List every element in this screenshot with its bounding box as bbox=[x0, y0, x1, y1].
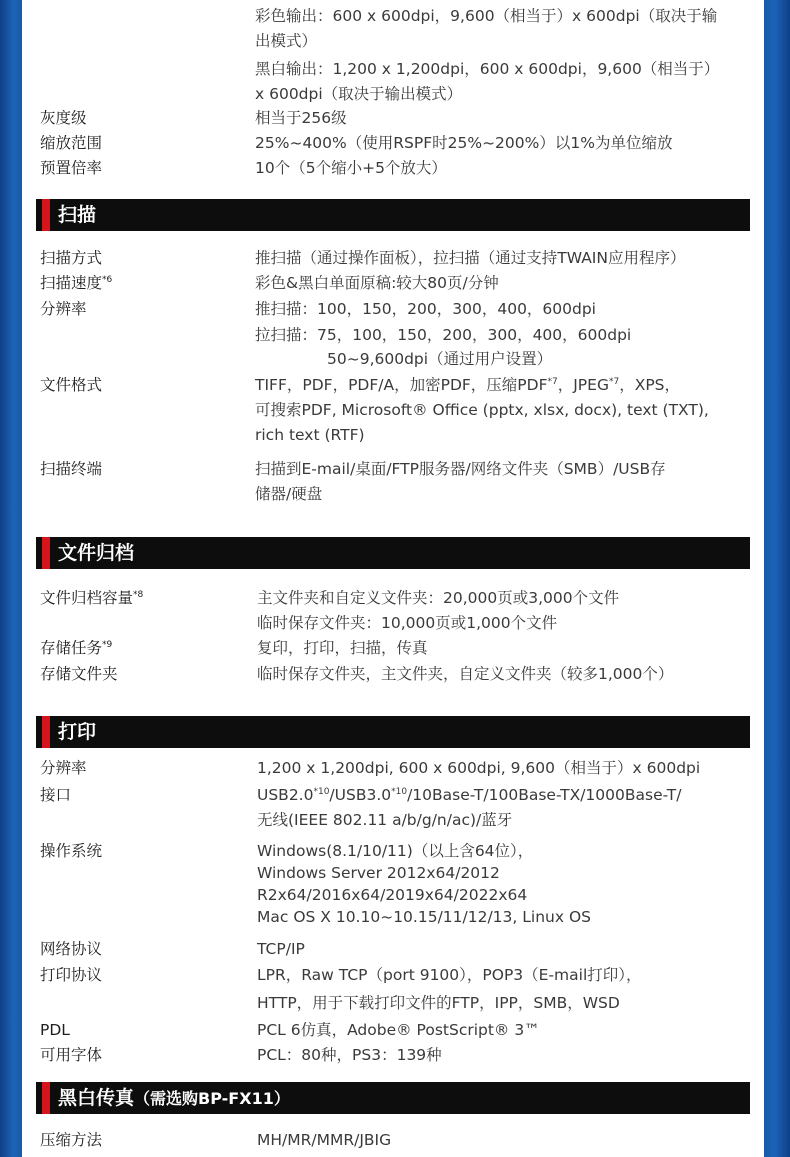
scan-header-title: 扫描 bbox=[58, 204, 97, 226]
scan-dest-line-2: 储器/硬盘 bbox=[255, 485, 323, 503]
print-net-label: 网络协议 bbox=[40, 940, 103, 958]
footnote-marker: *6 bbox=[102, 275, 113, 285]
scan-res-pull: 拉扫描：75，100，150，200，300，400，600dpi bbox=[255, 326, 632, 344]
print-res-label: 分辨率 bbox=[40, 759, 87, 777]
print-proto-line-1: LPR，Raw TCP（port 9100），POP3（E-mail打印）， bbox=[257, 966, 642, 984]
scan-format-line-3: rich text (RTF) bbox=[255, 426, 365, 444]
print-res-value: 1,200 x 1,200dpi, 600 x 600dpi, 9,600（相当于）x 600dpi bbox=[257, 759, 701, 777]
fax-compress-label: 压缩方法 bbox=[40, 1131, 103, 1149]
footnote-marker: *10 bbox=[391, 787, 408, 797]
filing-capacity-label: 文件归档容量$^{*8}$ bbox=[40, 589, 144, 607]
scan-res-user: 50~9,600dpi（通过用户设置） bbox=[327, 350, 553, 368]
fax-compress-value: MH/MR/MMR/JBIG bbox=[257, 1131, 392, 1149]
print-font-label: 可用字体 bbox=[40, 1046, 103, 1064]
footnote-marker: *7 bbox=[608, 377, 620, 387]
right-border bbox=[764, 0, 790, 1157]
print-pdl-label: PDL bbox=[40, 1021, 70, 1039]
color-output-line-1: 彩色输出：600 x 600dpi，9,600（相当于）x 600dpi（取决于输 bbox=[255, 7, 718, 25]
scan-speed-label: 扫描速度$^{*6}$ bbox=[40, 274, 113, 292]
print-font-value: PCL：80种，PS3：139种 bbox=[257, 1046, 442, 1064]
scan-method-value: 推扫描（通过操作面板），拉扫描（通过支持TWAIN应用程序） bbox=[255, 249, 686, 267]
print-os-line-3: R2x64/2016x64/2019x64/2022x64 bbox=[257, 886, 528, 904]
print-os-line-4: Mac OS X 10.10~10.15/11/12/13, Linux OS bbox=[257, 908, 591, 926]
filing-folders-label: 存储文件夹 bbox=[40, 665, 118, 683]
bw-output-line-1: 黑白输出：1,200 x 1,200dpi，600 x 600dpi，9,600（相当于） bbox=[255, 60, 720, 78]
print-section-header bbox=[36, 716, 750, 748]
filing-jobs-value: 复印，打印，扫描，传真 bbox=[257, 639, 428, 657]
print-iface-line-2: 无线(IEEE 802.11 a/b/g/n/ac)/蓝牙 bbox=[257, 811, 513, 829]
scan-res-label: 分辨率 bbox=[40, 300, 87, 318]
filing-section-header bbox=[36, 537, 750, 569]
fax-header-title: 黑白传真（需选购BP-FX11） bbox=[58, 1087, 290, 1109]
filing-jobs-label: 存储任务$^{*9}$ bbox=[40, 639, 113, 657]
bw-output-line-2: x 600dpi（取决于输出模式） bbox=[255, 85, 463, 103]
grayscale-value: 相当于256级 bbox=[255, 109, 347, 127]
color-output-line-2: 出模式） bbox=[255, 32, 318, 50]
print-proto-line-2: HTTP，用于下载打印文件的FTP，IPP，SMB，WSD bbox=[257, 994, 620, 1012]
footnote-marker: *9 bbox=[102, 640, 113, 650]
preset-label: 预置倍率 bbox=[40, 159, 103, 177]
scan-section-header bbox=[36, 199, 750, 231]
print-pdl-value: PCL 6仿真，Adobe® PostScript® 3™ bbox=[257, 1021, 540, 1039]
print-os-line-1: Windows(8.1/10/11)（以上含64位）， bbox=[257, 842, 534, 860]
footnote-marker: *7 bbox=[547, 377, 558, 387]
scan-format-line-1: TIFF，PDF，PDF/A，加密PDF，压缩PDF$^{*7}$，JPEG$^{*7}$，XPS， bbox=[255, 376, 681, 394]
scan-method-label: 扫描方式 bbox=[40, 249, 103, 267]
filing-header-title: 文件归档 bbox=[58, 542, 135, 564]
grayscale-label: 灰度级 bbox=[40, 109, 87, 127]
scan-format-line-2: 可搜索PDF, Microsoft® Office (pptx, xlsx, docx), text (TXT), bbox=[255, 401, 709, 419]
section-accent bbox=[42, 199, 50, 231]
filing-folders-value: 临时保存文件夹，主文件夹，自定义文件夹（较多1,000个） bbox=[257, 665, 674, 683]
print-header-title: 打印 bbox=[58, 721, 97, 743]
left-border bbox=[0, 0, 22, 1157]
footnote-marker: *8 bbox=[133, 590, 144, 600]
footnote-marker: *10 bbox=[313, 787, 330, 797]
preset-value: 10个（5个缩小+5个放大） bbox=[255, 159, 447, 177]
section-accent bbox=[42, 1082, 50, 1114]
section-accent bbox=[42, 537, 50, 569]
scan-speed-value: 彩色&黑白单面原稿:较大80页/分钟 bbox=[255, 274, 499, 292]
print-iface-line-1: USB2.0$^{*10}$/USB3.0$^{*10}$/10Base-T/100Base-TX/1000Base-T/ bbox=[257, 786, 682, 804]
spec-sheet bbox=[22, 0, 764, 1157]
scan-format-label: 文件格式 bbox=[40, 376, 103, 394]
zoom-value: 25%~400%（使用RSPF时25%~200%）以1%为单位缩放 bbox=[255, 134, 673, 152]
print-net-value: TCP/IP bbox=[257, 940, 305, 958]
fax-section-header bbox=[36, 1082, 750, 1114]
print-proto-label: 打印协议 bbox=[40, 966, 103, 984]
filing-capacity-line-2: 临时保存文件夹：10,000页或1,000个文件 bbox=[257, 614, 558, 632]
scan-dest-label: 扫描终端 bbox=[40, 460, 103, 478]
scan-res-push: 推扫描：100，150，200，300，400，600dpi bbox=[255, 300, 596, 318]
print-iface-label: 接口 bbox=[40, 786, 72, 804]
scan-dest-line-1: 扫描到E-mail/桌面/FTP服务器/网络文件夹（SMB）/USB存 bbox=[255, 460, 666, 478]
section-accent bbox=[42, 716, 50, 748]
print-os-label: 操作系统 bbox=[40, 842, 103, 860]
print-os-line-2: Windows Server 2012x64/2012 bbox=[257, 864, 500, 882]
zoom-label: 缩放范围 bbox=[40, 134, 103, 152]
filing-capacity-line-1: 主文件夹和自定义文件夹：20,000页或3,000个文件 bbox=[257, 589, 620, 607]
